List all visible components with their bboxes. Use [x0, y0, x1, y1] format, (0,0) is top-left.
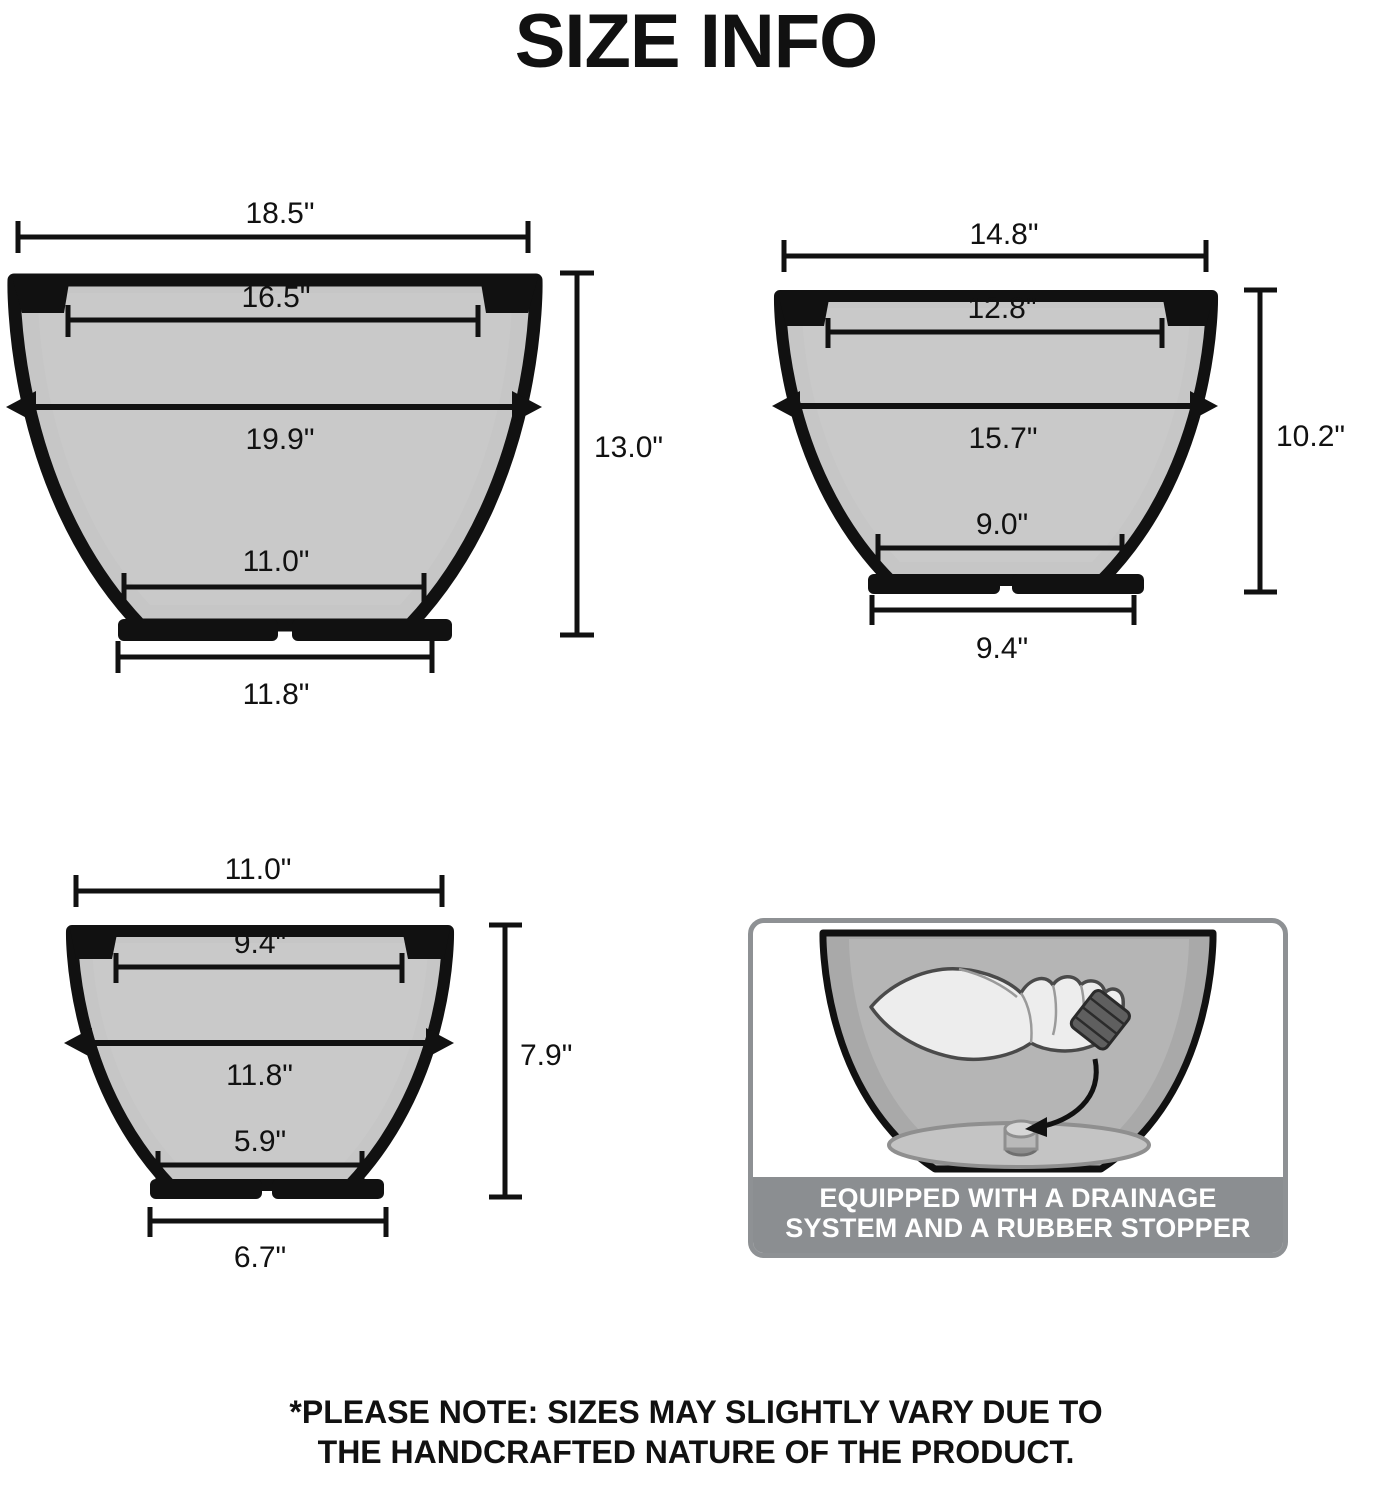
- small-base-outer-label: 6.7": [233, 1241, 287, 1274]
- medium-base-outer-label: 9.4": [975, 632, 1029, 665]
- small-top-outer-label: 11.0": [224, 853, 292, 886]
- drainage-info-panel: [748, 918, 1288, 1258]
- medium-top-inner-label: 12.8": [967, 292, 1037, 325]
- small-base-inner-label: 5.9": [233, 1125, 287, 1158]
- footer-note-line1: *PLEASE NOTE: SIZES MAY SLIGHTLY VARY DUE TO: [289, 1394, 1103, 1430]
- large-top-inner-label: 16.5": [241, 281, 311, 314]
- medium-top-outer-label: 14.8": [969, 218, 1039, 251]
- footer-note-line2: THE HANDCRAFTED NATURE OF THE PRODUCT.: [317, 1434, 1075, 1470]
- large-top-outer-label: 18.5": [245, 197, 315, 230]
- large-widest-label: 19.9": [245, 423, 315, 456]
- large-base-outer-label: 11.8": [242, 678, 310, 711]
- small-top-inner-label: 9.4": [233, 927, 287, 960]
- footer-note: [0, 1392, 1392, 1472]
- large-pot-diagram: [0, 185, 664, 725]
- large-height-label: 13.0": [594, 431, 664, 464]
- large-pot-drawing: [0, 185, 640, 725]
- medium-widest-label: 15.7": [968, 422, 1038, 455]
- drainage-caption-line1: EQUIPPED WITH A DRAINAGE: [819, 1182, 1217, 1213]
- medium-height-label: 10.2": [1276, 420, 1346, 453]
- drainage-caption: [753, 1177, 1283, 1253]
- small-height-label: 7.9": [520, 1039, 573, 1072]
- medium-pot-diagram: [760, 210, 1390, 710]
- small-pot-drawing: [50, 845, 650, 1305]
- small-widest-label: 11.8": [226, 1059, 293, 1092]
- large-base-inner-label: 11.0": [242, 545, 310, 578]
- page-title: SIZE INFO: [514, 0, 878, 84]
- small-pot-diagram: [50, 845, 650, 1305]
- medium-base-inner-label: 9.0": [975, 508, 1029, 541]
- drainage-caption-line2: SYSTEM AND A RUBBER STOPPER: [785, 1212, 1251, 1243]
